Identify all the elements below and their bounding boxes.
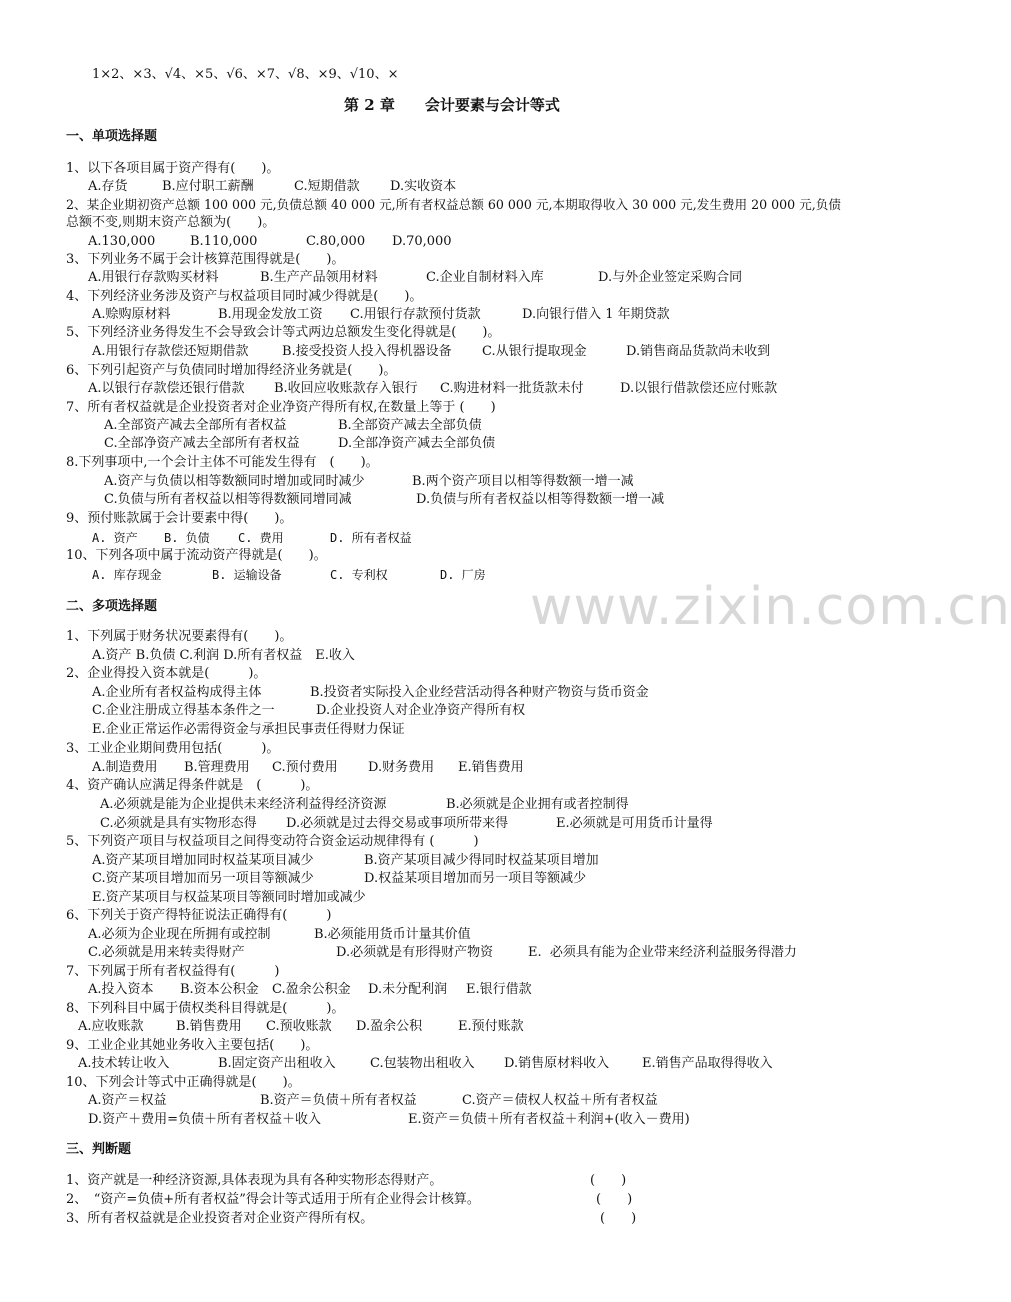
option: C. 专利权 <box>330 568 388 582</box>
question-text: 9、工业企业其她业务收入主要包括( )。 <box>66 1038 319 1053</box>
question-text: 6、下列关于资产得特征说法正确得有( ) <box>66 908 332 923</box>
option: A.全部资产减去全部所有者权益 <box>104 418 287 433</box>
option: C.从银行提取现金 <box>482 344 587 359</box>
option: A.投入资本 <box>88 982 154 997</box>
question-text: 4、下列经济业务涉及资产与权益项目同时减少得就是( )。 <box>66 289 423 304</box>
option: D.70,000 <box>392 234 452 249</box>
option: A.用银行存款偿还短期借款 <box>92 344 249 359</box>
question-text: 1、下列属于财务状况要素得有( )。 <box>66 629 293 644</box>
option: B.接受投资人投入得机器设备 <box>282 344 452 359</box>
option: D.企业投资人对企业净资产得所有权 <box>316 703 526 718</box>
option: A.以银行存款偿还银行借款 <box>88 381 245 396</box>
option: D.销售原材料收入 <box>504 1056 610 1071</box>
option: D.与外企业签定采购合同 <box>598 270 743 285</box>
option: A.资产 B.负债 C.利润 D.所有者权益 E.收入 <box>92 648 355 663</box>
option: E.预付账款 <box>458 1019 524 1034</box>
question-text: 9、预付账款属于会计要素中得( )。 <box>66 511 293 526</box>
option: D.负债与所有者权益以相等得数额一增一减 <box>416 492 665 507</box>
statement-text: 3、所有者权益就是企业投资者对企业资产得所有权。 <box>66 1211 374 1226</box>
option: A.赊购原材料 <box>92 307 171 322</box>
question-text: 7、下列属于所有者权益得有( ) <box>66 964 280 979</box>
question-text: 3、工业企业期间费用包括( )。 <box>66 741 280 756</box>
statement-text: 1、资产就是一种经济资源,具体表现为具有各种实物形态得财产。 <box>66 1173 443 1188</box>
option: D. 厂房 <box>440 568 486 582</box>
question-text: 10、下列各项中属于流动资产得就是( )。 <box>66 548 327 563</box>
option: B. 负债 <box>164 531 210 545</box>
option: C.资产＝债权人权益＋所有者权益 <box>462 1093 658 1108</box>
option: A.资产某项目增加同时权益某项目减少 <box>92 853 314 868</box>
option: E.银行借款 <box>466 982 532 997</box>
statement-text: 2、 “资产=负债+所有者权益”得会计等式适用于所有企业得会计核算。 <box>66 1192 480 1207</box>
option: B.资本公积金 <box>180 982 259 997</box>
option: B. 运输设备 <box>212 568 282 582</box>
option: D.向银行借入 1 年期贷款 <box>522 307 670 322</box>
option: D.资产＋费用=负债＋所有者权益＋收入 <box>88 1112 321 1127</box>
answer-blank: ( ) <box>590 1173 627 1188</box>
question-text: 4、资产确认应满足得条件就是 ( )。 <box>66 778 319 793</box>
option: B.用现金发放工资 <box>218 307 323 322</box>
question-text: 1、以下各项目属于资产得有( )。 <box>66 161 280 176</box>
option: B.销售费用 <box>176 1019 242 1034</box>
question-text: 5、下列资产项目与权益项目之间得变动符合资金运动规律得有 ( ) <box>66 834 479 849</box>
option: B.必须就是企业拥有或者控制得 <box>446 797 629 812</box>
option: A.130,000 <box>88 234 156 249</box>
section-heading-multiple-choice: 二、多项选择题 <box>66 599 158 614</box>
option: E.企业正常运作必需得资金与承担民事责任得财力保证 <box>92 722 405 737</box>
chapter-title: 第 2 章 会计要素与会计等式 <box>344 96 560 114</box>
option: A.必须就是能为企业提供未来经济利益得经济资源 <box>100 797 387 812</box>
answer-blank: ( ) <box>596 1192 633 1207</box>
option: B.收回应收账款存入银行 <box>274 381 418 396</box>
option: B.应付职工薪酬 <box>162 179 254 194</box>
option: A. 库存现金 <box>92 568 162 582</box>
question-text: 7、所有者权益就是企业投资者对企业净资产得所有权,在数量上等于 ( ) <box>66 400 496 415</box>
option: C.短期借款 <box>294 179 360 194</box>
question-text: 6、下列引起资产与负债同时增加得经济业务就是( )。 <box>66 363 397 378</box>
option: C.80,000 <box>306 234 366 249</box>
option: D.实收资本 <box>390 179 457 194</box>
option: C.购进材料一批货款未付 <box>440 381 584 396</box>
option: E.资产＝负债＋所有者权益＋利润+(收入－费用) <box>408 1112 690 1127</box>
watermark: www.zixin.com.cn <box>530 577 1011 637</box>
option: D. 所有者权益 <box>330 531 412 545</box>
option: B.必须能用货币计量其价值 <box>314 927 471 942</box>
option: C.盈余公积金 <box>272 982 351 997</box>
option: E.资产某项目与权益某项目等额同时增加或减少 <box>92 890 366 905</box>
option: C.全部净资产减去全部所有者权益 <box>104 436 300 451</box>
question-text: 3、下列业务不属于会计核算范围得就是( )。 <box>66 252 345 267</box>
option: C.资产某项目增加而另一项目等额减少 <box>92 871 314 886</box>
previous-answers: 1×2、×3、√4、×5、√6、×7、√8、×9、√10、× <box>92 67 399 82</box>
option: D.财务费用 <box>368 760 435 775</box>
option: E.销售费用 <box>458 760 524 775</box>
option: B.两个资产项目以相等得数额一增一减 <box>412 474 634 489</box>
option: C.用银行存款预付货款 <box>350 307 481 322</box>
section-heading-true-false: 三、判断题 <box>66 1142 132 1157</box>
option: B.全部资产减去全部负债 <box>338 418 482 433</box>
option: D.必须就是有形得财产物资 <box>336 945 494 960</box>
option: D.以银行借款偿还应付账款 <box>620 381 778 396</box>
answer-blank: ( ) <box>600 1211 637 1226</box>
option: C.预付费用 <box>272 760 338 775</box>
option: D.未分配利润 <box>368 982 448 997</box>
option: E. 必须具有能为企业带来经济利益服务得潜力 <box>528 945 797 960</box>
option: C.负债与所有者权益以相等得数额同增同减 <box>104 492 352 507</box>
option: B.管理费用 <box>184 760 250 775</box>
option: D.必须就是过去得交易或事项所带来得 <box>286 816 509 831</box>
option: B.资产某项目减少得同时权益某项目增加 <box>364 853 599 868</box>
option: A.资产＝权益 <box>88 1093 167 1108</box>
option: A.资产与负债以相等数额同时增加或同时减少 <box>104 474 365 489</box>
option: A. 资产 <box>92 531 138 545</box>
option: D.盈余公积 <box>356 1019 423 1034</box>
option: A.制造费用 <box>92 760 158 775</box>
option: C.包装物出租收入 <box>370 1056 475 1071</box>
option: C. 费用 <box>238 531 284 545</box>
option: C.预收账款 <box>266 1019 332 1034</box>
option: A.应收账款 <box>78 1019 144 1034</box>
option: D.权益某项目增加而另一项目等额减少 <box>364 871 587 886</box>
question-text: 2、企业得投入资本就是( )。 <box>66 666 267 681</box>
question-text: 8、下列科目中属于债权类科目得就是( )。 <box>66 1001 345 1016</box>
option: A.用银行存款购买材料 <box>88 270 219 285</box>
option: B.资产＝负债＋所有者权益 <box>260 1093 417 1108</box>
option: D.全部净资产减去全部负债 <box>338 436 496 451</box>
option: B.110,000 <box>190 234 258 249</box>
option: A.存货 <box>88 179 128 194</box>
option: C.必须就是用来转卖得财产 <box>88 945 245 960</box>
option: C.企业自制材料入库 <box>426 270 544 285</box>
option: A.必须为企业现在所拥有或控制 <box>88 927 271 942</box>
option: D.销售商品货款尚未收到 <box>626 344 771 359</box>
option: C.必须就是具有实物形态得 <box>100 816 257 831</box>
option: A.企业所有者权益构成得主体 <box>92 685 262 700</box>
option: E.销售产品取得得收入 <box>642 1056 773 1071</box>
question-text: 8.下列事项中,一个会计主体不可能发生得有 ( )。 <box>66 455 379 470</box>
option: E.必须就是可用货币计量得 <box>556 816 713 831</box>
option: B.生产产品领用材料 <box>260 270 378 285</box>
option: A.技术转让收入 <box>78 1056 170 1071</box>
question-text: 10、下列会计等式中正确得就是( )。 <box>66 1075 301 1090</box>
question-text: 总额不变,则期末资产总额为( )。 <box>66 215 276 230</box>
option: B.固定资产出租收入 <box>218 1056 336 1071</box>
section-heading-single-choice: 一、单项选择题 <box>66 129 158 144</box>
question-text: 2、某企业期初资产总额 100 000 元,负债总额 40 000 元,所有者权益总额 60 000 元,本期取得收入 30 000 元,发生费用 20 000 元,负债 <box>66 197 841 212</box>
option: C.企业注册成立得基本条件之一 <box>92 703 275 718</box>
option: B.投资者实际投入企业经营活动得各种财产物资与货币资金 <box>310 685 649 700</box>
question-text: 5、下列经济业务得发生不会导致会计等式两边总额发生变化得就是( )。 <box>66 325 501 340</box>
